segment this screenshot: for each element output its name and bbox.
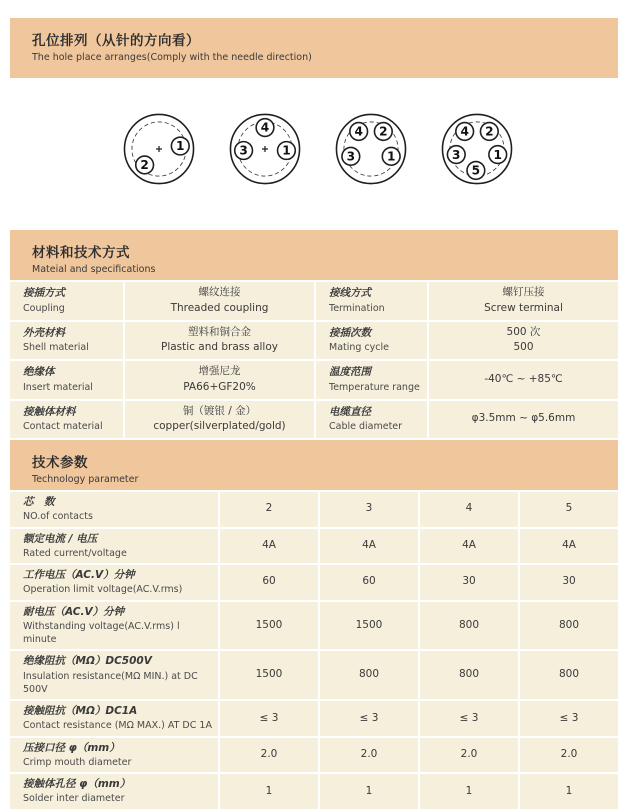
tech-value-cell — [220, 774, 318, 809]
materials-label-cell — [10, 322, 123, 360]
tech-value-cell — [220, 701, 318, 736]
value-line: ≤ 3 — [459, 711, 479, 724]
value-line: 2.0 — [460, 748, 478, 761]
pin-number: 4 — [354, 124, 363, 139]
value-line: 1 — [365, 784, 373, 797]
label-cn: 接插次数 — [329, 326, 371, 339]
tech-banner — [10, 440, 618, 490]
value-line: 1500 — [255, 668, 283, 681]
value-line: 4A — [262, 538, 276, 551]
tech-label-cell — [10, 492, 218, 527]
materials-value-cell — [125, 361, 314, 399]
value-line: 30 — [462, 575, 476, 588]
tech-value-cell — [520, 738, 618, 773]
pin-number: 3 — [346, 149, 356, 164]
value-line: φ3.5mm ~ φ5.6mm — [471, 412, 576, 425]
connector-diagram-3-pin — [221, 107, 309, 191]
value-line: ≤ 3 — [559, 711, 579, 724]
value-line: 3 — [365, 502, 373, 515]
tech-value-cell — [420, 565, 518, 600]
value-line: PA66+GF20% — [183, 380, 256, 393]
label-en: Coupling — [23, 302, 65, 314]
value-line: 500 次 — [506, 325, 541, 338]
tech-value-cell — [520, 651, 618, 699]
connector-diagram-4-pin — [327, 107, 415, 191]
pin-number: 3 — [239, 143, 248, 158]
tech-title-en: Technology parameter — [32, 474, 139, 485]
materials-value-cell — [429, 361, 618, 399]
connector-diagrams — [0, 109, 636, 189]
label-en: Contact resistance (MΩ MAX.) AT DC 1A — [23, 720, 212, 732]
connector-diagram-2-pin — [115, 107, 203, 191]
tech-label-cell — [10, 651, 218, 699]
value-line: 5 — [565, 502, 573, 515]
tech-value-cell — [520, 602, 618, 650]
value-line: copper(silverplated/gold) — [153, 420, 286, 433]
label-cn: 外壳材料 — [23, 326, 65, 339]
materials-label-cell — [316, 322, 427, 360]
hole-arrangement-title-en: The hole place arranges(Comply with the needle direction) — [32, 52, 312, 63]
value-line: 2 — [265, 502, 273, 515]
tech-value-cell — [220, 651, 318, 699]
hole-arrangement-title-cn: 孔位排列（从针的方向看） — [32, 33, 200, 49]
value-line: 1 — [265, 784, 273, 797]
hole-arrangement-banner — [10, 18, 618, 78]
value-line: 500 — [513, 341, 534, 354]
label-en: Shell material — [23, 342, 89, 354]
label-cn: 绝缘阻抗（MΩ）DC500V — [23, 655, 152, 668]
materials-value-cell — [429, 322, 618, 360]
materials-value-cell — [429, 282, 618, 320]
tech-value-cell — [220, 492, 318, 527]
tech-label-cell — [10, 602, 218, 650]
value-line: 4A — [462, 538, 476, 551]
label-cn: 温度范围 — [329, 366, 371, 379]
materials-label-cell — [316, 361, 427, 399]
tech-label-cell — [10, 738, 218, 773]
value-line: 800 — [558, 668, 580, 681]
label-cn: 接触体材料 — [23, 405, 76, 418]
label-cn: 接触阻抗（MΩ）DC1A — [23, 705, 138, 718]
pin-number: 1 — [386, 149, 396, 164]
tech-label-cell — [10, 701, 218, 736]
tech-value-cell — [220, 565, 318, 600]
materials-label-cell — [316, 401, 427, 439]
value-line: ≤ 3 — [259, 711, 279, 724]
pin-number: 5 — [471, 163, 481, 178]
label-en: Withstanding voltage(AC.V.rms) l minute — [23, 620, 180, 646]
value-line: 1 — [565, 784, 573, 797]
label-en: Temperature range — [329, 381, 420, 393]
materials-title-en: Mateial and specifications — [32, 264, 156, 275]
materials-banner — [10, 230, 618, 280]
tech-value-cell — [420, 602, 518, 650]
tech-value-cell — [320, 565, 418, 600]
label-en: Operation limit voltage(AC.V.rms) — [23, 584, 183, 596]
tech-value-cell — [220, 738, 318, 773]
tech-value-cell — [420, 492, 518, 527]
pin-number: 2 — [379, 124, 388, 139]
tech-value-cell — [320, 651, 418, 699]
tech-value-cell — [320, 492, 418, 527]
materials-value-cell — [125, 401, 314, 439]
connector-diagram-5-pin — [433, 107, 521, 191]
label-en: Mating cycle — [329, 342, 390, 354]
tech-title-cn: 技术参数 — [32, 455, 88, 471]
value-line: 2.0 — [360, 748, 378, 761]
tech-value-cell — [520, 529, 618, 564]
tech-label-cell — [10, 565, 218, 600]
value-line: 4 — [465, 502, 473, 515]
value-line: 1 — [465, 784, 473, 797]
materials-title-cn: 材料和技术方式 — [32, 245, 130, 261]
value-line: 800 — [358, 668, 380, 681]
label-en: Cable diameter — [329, 421, 403, 433]
tech-value-cell — [420, 701, 518, 736]
tech-value-cell — [520, 701, 618, 736]
tech-value-cell — [520, 774, 618, 809]
label-cn: 耐电压（AC.V）分钟 — [23, 605, 125, 618]
value-line: -40℃ ~ +85℃ — [484, 372, 563, 385]
pin-number: 3 — [452, 147, 461, 162]
value-line: 螺纹连接 — [198, 286, 241, 298]
pin-number: 1 — [282, 143, 291, 158]
center-mark-icon — [156, 146, 162, 152]
materials-label-cell — [10, 401, 123, 439]
value-line: 增强尼龙 — [198, 365, 241, 377]
value-line: 1500 — [355, 618, 383, 631]
tech-value-cell — [420, 738, 518, 773]
label-cn: 电缆直径 — [329, 405, 371, 418]
tech-label-cell — [10, 774, 218, 809]
tech-value-cell — [320, 774, 418, 809]
materials-label-cell — [316, 282, 427, 320]
tech-value-cell — [220, 529, 318, 564]
tech-value-cell — [420, 774, 518, 809]
tech-value-cell — [320, 529, 418, 564]
value-line: Plastic and brass alloy — [161, 341, 278, 354]
value-line: 铜（镀银 / 金） — [182, 404, 257, 417]
value-line: 4A — [562, 538, 576, 551]
value-line: 2.0 — [260, 748, 278, 761]
value-line: 60 — [362, 575, 376, 588]
tech-value-cell — [320, 738, 418, 773]
label-en: Contact material — [23, 421, 103, 433]
tech-value-cell — [420, 651, 518, 699]
label-cn: 工作电压（AC.V）分钟 — [23, 569, 135, 582]
pin-number: 2 — [140, 158, 149, 173]
value-line: ≤ 3 — [359, 711, 379, 724]
label-en: NO.of contacts — [23, 511, 93, 523]
tech-table — [10, 492, 618, 809]
pin-number: 2 — [485, 124, 494, 139]
label-cn: 接触体孔径 φ（mm） — [23, 778, 131, 791]
pin-number: 4 — [260, 120, 270, 135]
materials-value-cell — [429, 401, 618, 439]
tech-value-cell — [520, 565, 618, 600]
value-line: 塑料和铜合金 — [188, 325, 251, 338]
value-line: 2.0 — [560, 748, 578, 761]
materials-table — [10, 282, 618, 438]
value-line: Threaded coupling — [170, 301, 269, 314]
materials-label-cell — [10, 361, 123, 399]
value-line: 螺钉压接 — [502, 286, 545, 298]
materials-value-cell — [125, 282, 314, 320]
label-cn: 接插方式 — [23, 287, 65, 300]
value-line: 60 — [262, 575, 276, 588]
label-en: Rated current/voltage — [23, 547, 127, 559]
value-line: 1500 — [255, 618, 283, 631]
value-line: Screw terminal — [484, 301, 563, 314]
label-cn: 额定电流 / 电压 — [23, 532, 98, 545]
materials-value-cell — [125, 322, 314, 360]
value-line: 800 — [458, 618, 480, 631]
label-cn: 压接口径 φ（mm） — [23, 741, 120, 754]
value-line: 800 — [558, 618, 580, 631]
tech-value-cell — [320, 602, 418, 650]
materials-label-cell — [10, 282, 123, 320]
label-en: Solder inter diameter — [23, 793, 125, 805]
tech-value-cell — [520, 492, 618, 527]
label-en: Insert material — [23, 381, 93, 393]
pin-number: 1 — [176, 139, 185, 154]
value-line: 4A — [362, 538, 376, 551]
label-cn: 芯 数 — [23, 496, 55, 508]
tech-label-cell — [10, 529, 218, 564]
tech-value-cell — [220, 602, 318, 650]
label-en: Crimp mouth diameter — [23, 756, 132, 768]
tech-value-cell — [320, 701, 418, 736]
center-mark-icon — [262, 146, 268, 152]
pin-number: 1 — [493, 147, 502, 162]
label-cn: 接线方式 — [329, 287, 371, 300]
pin-number: 4 — [460, 124, 469, 139]
label-cn: 绝缘体 — [23, 366, 55, 379]
tech-value-cell — [420, 529, 518, 564]
value-line: 800 — [458, 668, 480, 681]
value-line: 30 — [562, 575, 576, 588]
label-en: Termination — [329, 302, 385, 314]
label-en: Insulation resistance(MΩ MIN.) at DC 500V — [23, 670, 198, 695]
